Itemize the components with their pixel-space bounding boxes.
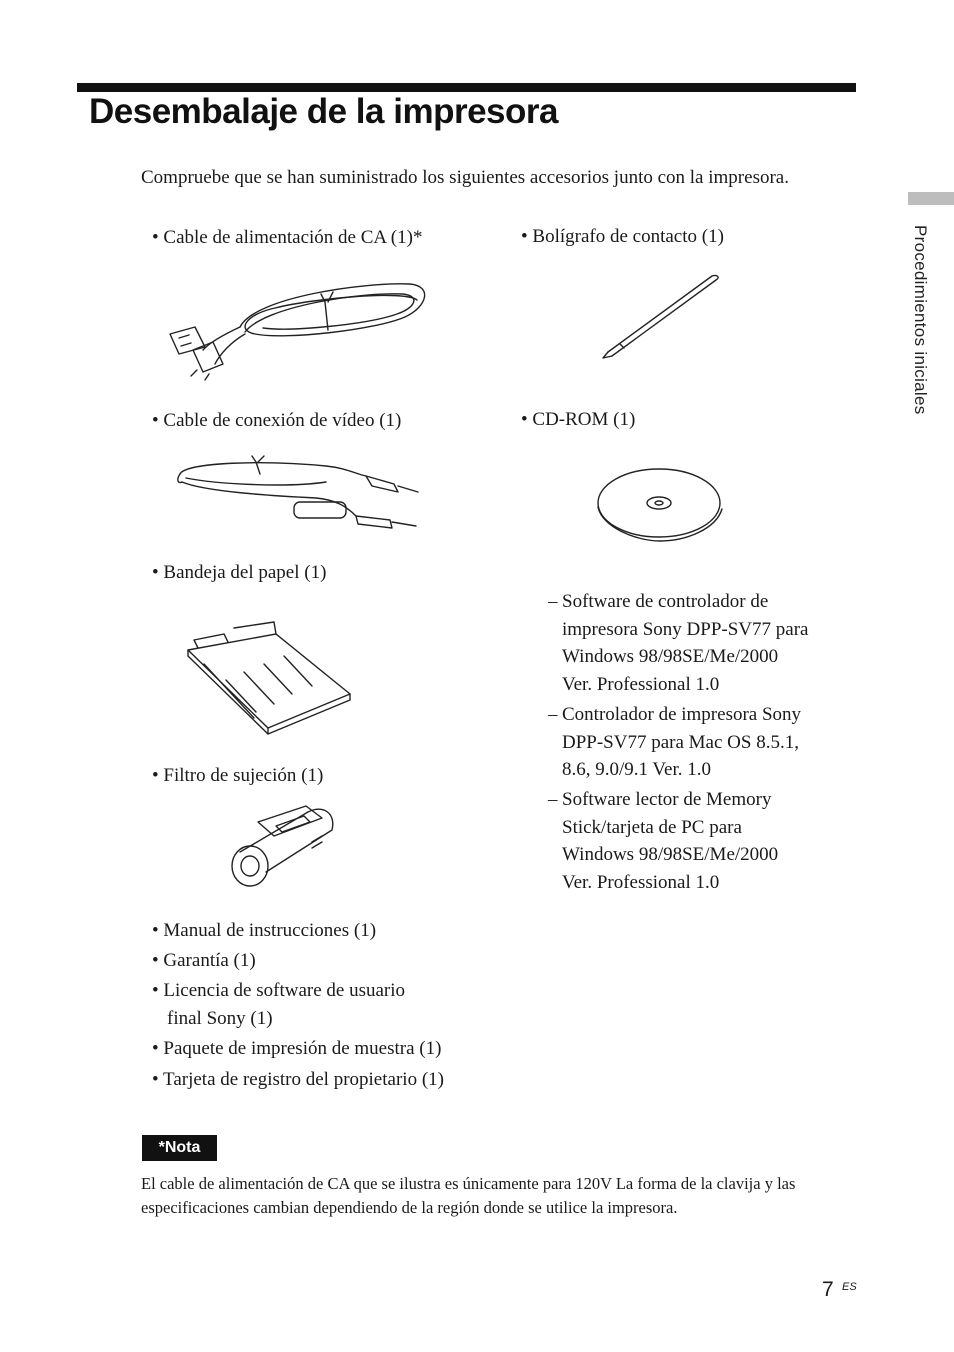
doc-item: • Tarjeta de registro del propietario (1) <box>152 1069 444 1090</box>
item-ferrite-filter: • Filtro de sujeción (1) <box>152 765 324 786</box>
software-line: Software de controlador de <box>562 591 769 612</box>
item-paper-tray: • Bandeja del papel (1) <box>152 562 327 583</box>
doc-item: • Licencia de software de usuario <box>152 980 406 1001</box>
intro-paragraph: Compruebe que se han suministrado los siguientes accesorios junto con la impresora. <box>141 167 789 188</box>
list-dash: – <box>548 591 558 612</box>
paper-tray-illustration <box>184 620 354 738</box>
doc-item: • Paquete de impresión de muestra (1) <box>152 1038 442 1059</box>
doc-item: final Sony (1) <box>167 1008 273 1029</box>
page-number: 7 <box>822 1278 834 1301</box>
software-line: Windows 98/98SE/Me/2000 <box>562 844 779 865</box>
item-cdrom: • CD-ROM (1) <box>521 409 636 430</box>
note-text: El cable de alimentación de CA que se ilustra es únicamente para 120V La forma de la clavija y las especificaciones cambian dependiendo de la región donde se utilice la impresora. <box>141 1174 796 1217</box>
page-language: ES <box>842 1281 857 1293</box>
software-line: Ver. Professional 1.0 <box>562 673 720 695</box>
list-dash: – <box>548 704 558 725</box>
side-tab-marker <box>908 192 954 205</box>
video-cable-illustration <box>176 452 424 534</box>
item-power-cable: • Cable de alimentación de CA (1)* <box>152 227 423 248</box>
software-line: Ver. Professional 1.0 <box>562 871 720 893</box>
ferrite-filter-illustration <box>226 802 338 888</box>
item-stylus: • Bolígrafo de contacto (1) <box>521 226 724 247</box>
item-video-cable: • Cable de conexión de vídeo (1) <box>152 410 402 431</box>
software-line: impresora Sony DPP-SV77 para <box>562 618 809 640</box>
page-title: Desembalaje de la impresora <box>89 92 558 131</box>
cdrom-illustration <box>596 467 724 543</box>
software-line: Controlador de impresora Sony <box>562 704 802 725</box>
software-line: DPP-SV77 para Mac OS 8.5.1, <box>562 731 799 753</box>
side-tab-label: Procedimientos iniciales <box>911 225 930 415</box>
doc-item: • Garantía (1) <box>152 950 256 971</box>
stylus-illustration <box>600 270 720 362</box>
note-label: *Nota <box>142 1135 217 1161</box>
software-item-mac-driver <box>548 701 858 784</box>
list-dash: – <box>548 789 558 810</box>
software-line: Stick/tarjeta de PC para <box>562 816 742 838</box>
title-rule <box>77 83 856 92</box>
software-item-windows-driver <box>548 588 858 698</box>
software-line: 8.6, 9.0/9.1 Ver. 1.0 <box>562 759 712 780</box>
power-cable-illustration <box>165 272 427 382</box>
software-line: Windows 98/98SE/Me/2000 <box>562 646 779 667</box>
software-line: Software lector de Memory <box>562 789 772 810</box>
doc-item: • Manual de instrucciones (1) <box>152 920 377 941</box>
software-item-card-reader <box>548 786 858 896</box>
